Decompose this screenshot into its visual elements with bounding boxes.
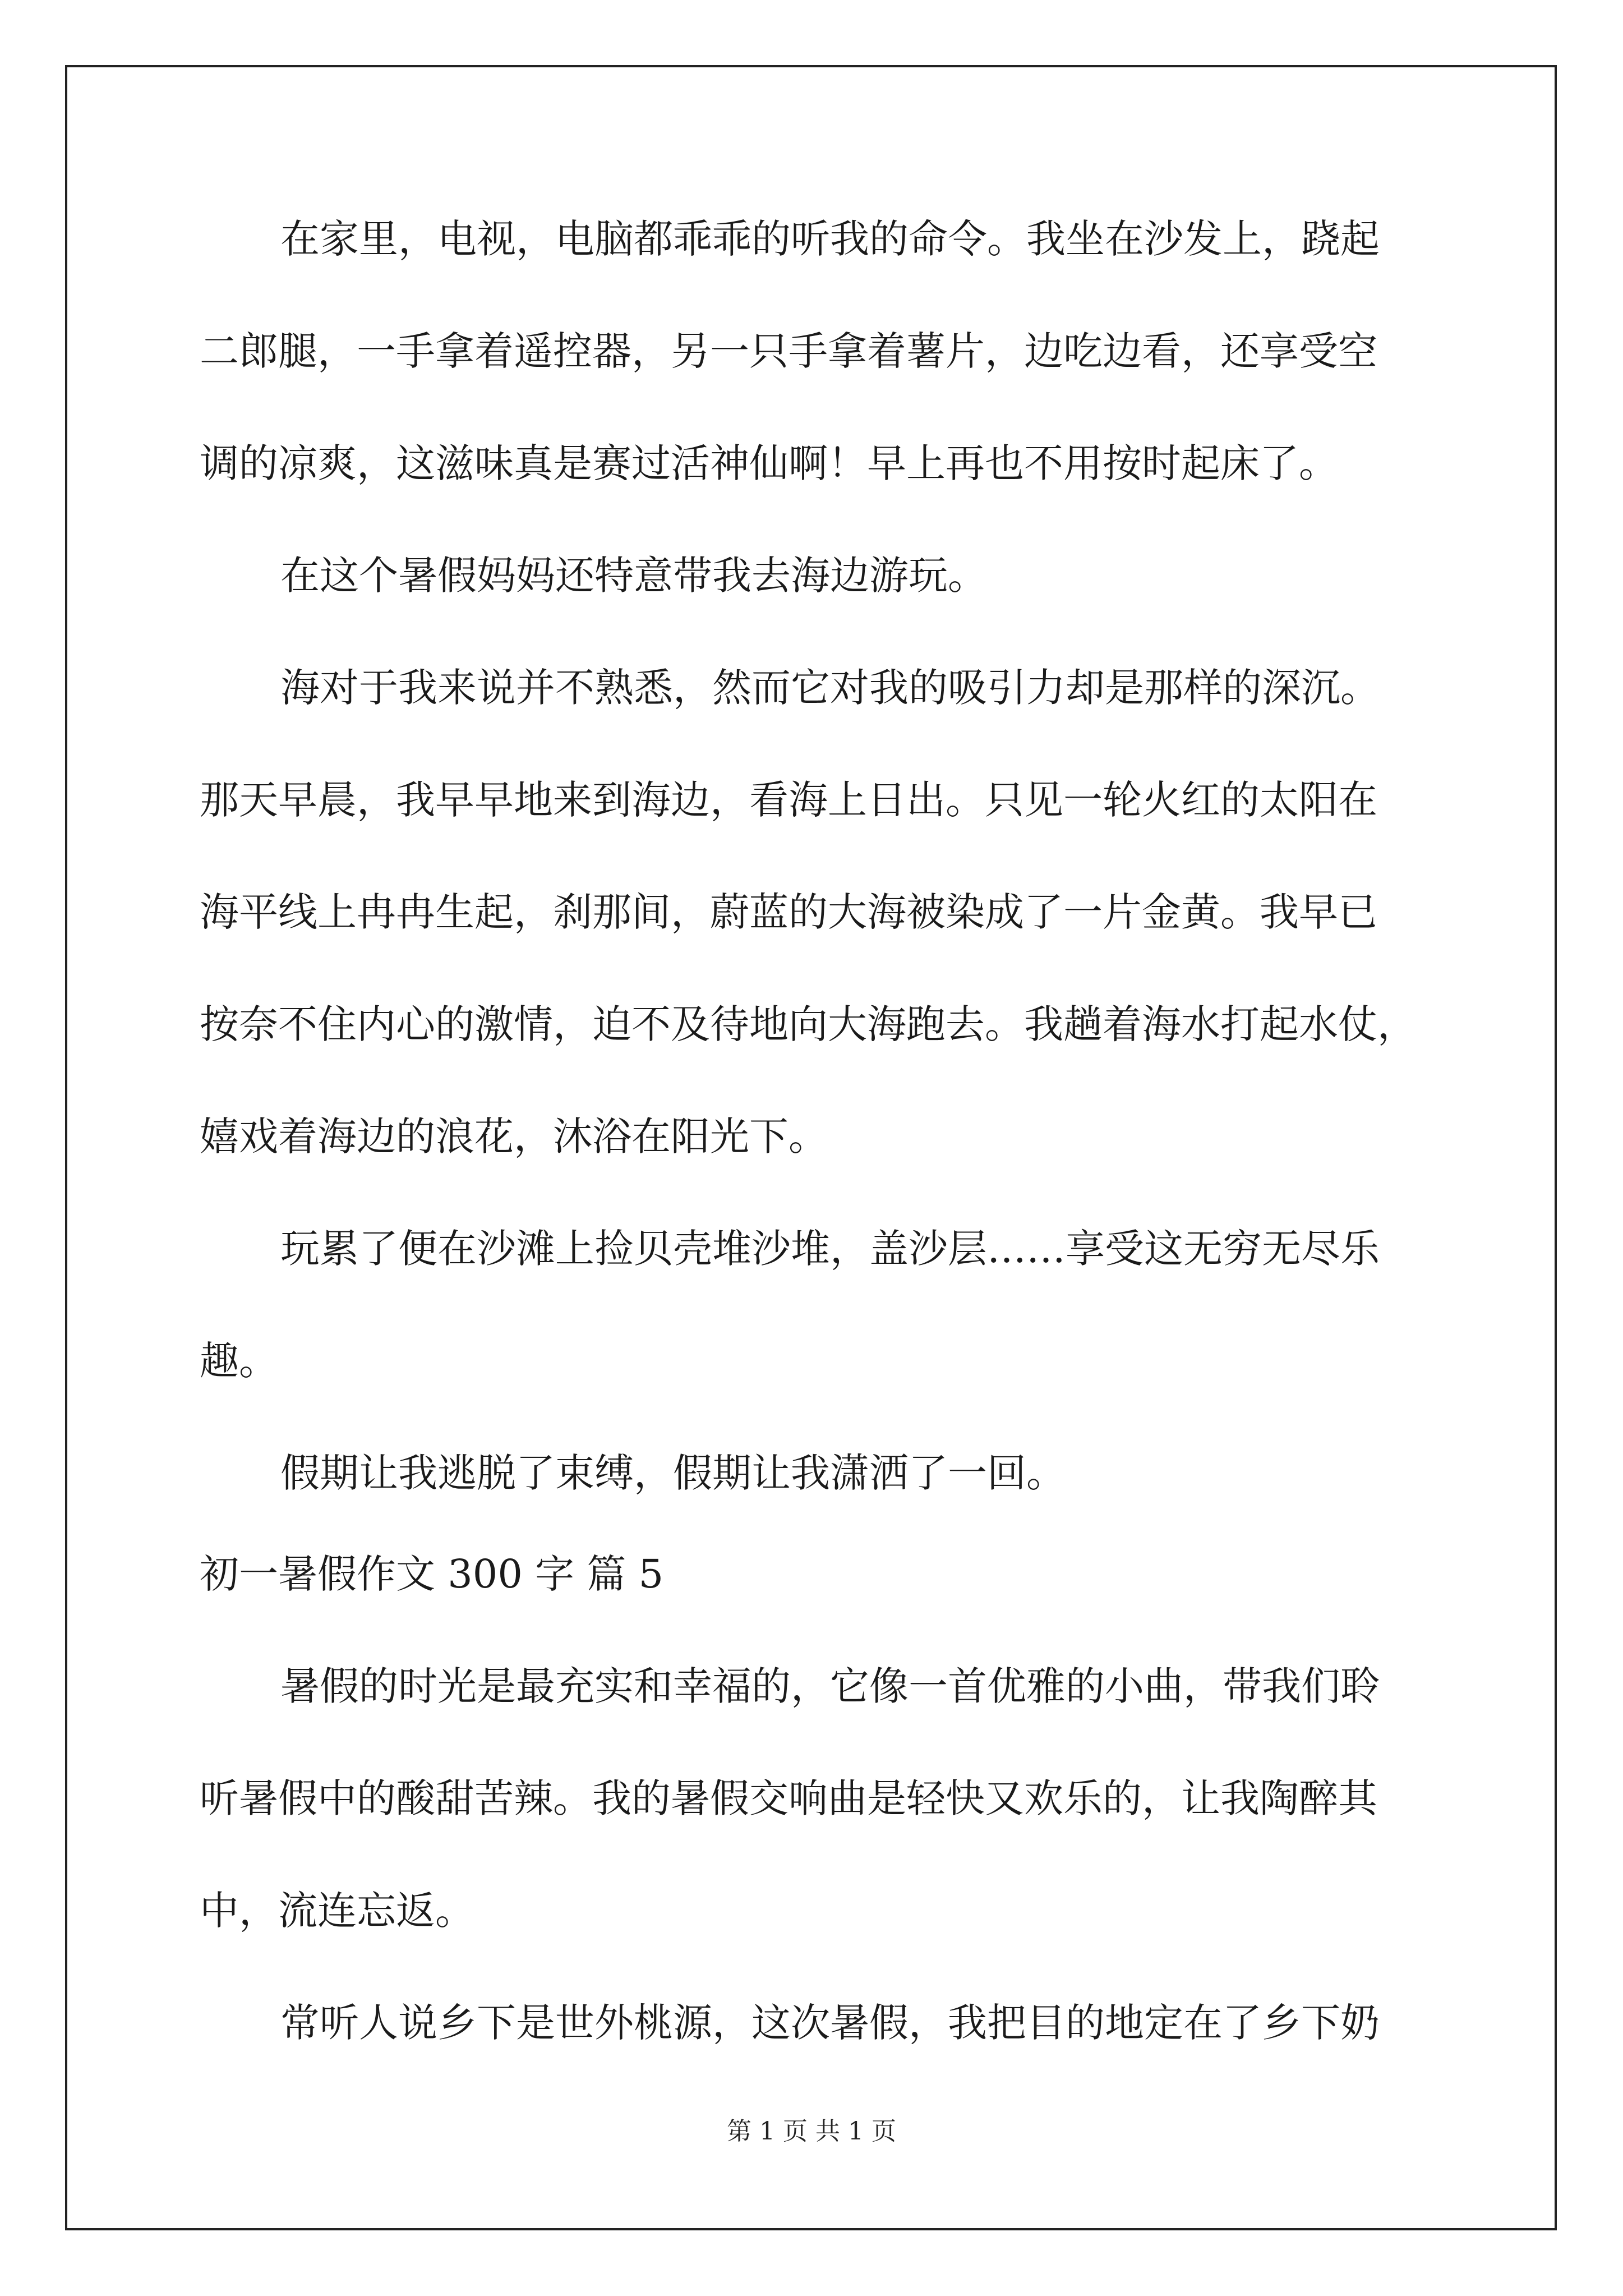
- text-line: 海平线上冉冉生起，刹那间，蔚蓝的大海被染成了一片金黄。我早已: [200, 889, 1377, 935]
- text-line: 假期让我逃脱了束缚，假期让我潇洒了一回。: [280, 1450, 1066, 1496]
- text-line: 玩累了便在沙滩上捡贝壳堆沙堆，盖沙层……享受这无穷无尽乐: [280, 1226, 1380, 1272]
- text-line: 常听人说乡下是世外桃源，这次暑假，我把目的地定在了乡下奶: [280, 2000, 1380, 2046]
- text-line: 趣。: [200, 1338, 278, 1384]
- text-line: 中，流连忘返。: [200, 1888, 474, 1934]
- section-heading: 初一暑假作文 300 字 篇 5: [200, 1551, 664, 1597]
- text-line: 暑假的时光是最充实和幸福的，它像一首优雅的小曲，带我们聆: [280, 1663, 1380, 1709]
- page-footer: 第 1 页 共 1 页: [727, 2117, 896, 2146]
- text-line: 嬉戏着海边的浪花，沐浴在阳光下。: [200, 1114, 828, 1159]
- text-line: 听暑假中的酸甜苦辣。我的暑假交响曲是轻快又欢乐的，让我陶醉其: [200, 1775, 1377, 1821]
- text-line: 海对于我来说并不熟悉，然而它对我的吸引力却是那样的深沉。: [280, 665, 1380, 711]
- text-line: 在这个暑假妈妈还特意带我去海边游玩。: [280, 553, 987, 599]
- text-line: 按奈不住内心的激情，迫不及待地向大海跑去。我趟着海水打起水仗，: [200, 1001, 1417, 1047]
- text-line: 二郎腿，一手拿着遥控器，另一只手拿着薯片，边吃边看，还享受空: [200, 328, 1377, 374]
- text-line: 在家里，电视，电脑都乖乖的听我的命令。我坐在沙发上，跷起: [280, 216, 1380, 262]
- text-line: 那天早晨，我早早地来到海边，看海上日出。只见一轮火红的太阳在: [200, 777, 1377, 823]
- text-line: 调的凉爽，这滋味真是赛过活神仙啊！早上再也不用按时起床了。: [200, 440, 1338, 486]
